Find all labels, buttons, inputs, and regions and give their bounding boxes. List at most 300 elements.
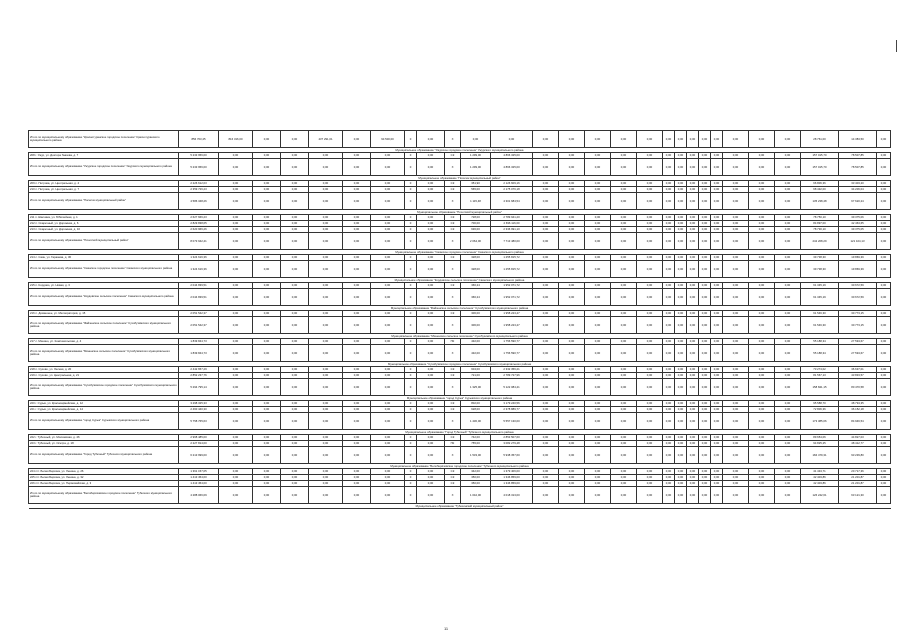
value-cell: 1 115,48 xyxy=(461,193,491,210)
value-cell: 0,00 xyxy=(711,159,723,176)
value-cell: 84 897,00 xyxy=(801,221,839,227)
value-cell: 0,00 xyxy=(309,441,343,447)
value-cell: 84 946,54 xyxy=(839,413,877,430)
value-cell: 0,00 xyxy=(699,221,711,227)
section-title: Муниципальное образование "Почетский муниципальный район" xyxy=(29,210,891,215)
value-cell: 0,00 xyxy=(749,187,775,193)
value-cell: 0,00 xyxy=(663,413,675,430)
value-cell: 0,00 xyxy=(877,255,891,261)
value-cell: 0,00 xyxy=(417,345,445,362)
value-cell: 0 xyxy=(405,367,417,373)
value-cell: 0,00 xyxy=(749,181,775,187)
value-cell: 0 xyxy=(405,469,417,475)
value-cell: 0,00 xyxy=(611,221,637,227)
value-cell: 0,00 xyxy=(687,233,699,250)
value-cell: 1 255 815,72 xyxy=(491,255,533,261)
value-cell: 0,00 xyxy=(281,221,309,227)
value-cell: 0,00 xyxy=(749,289,775,306)
value-cell: 0,00 xyxy=(711,435,723,441)
value-cell: 0,00 xyxy=(687,215,699,221)
value-cell: 0,00 xyxy=(585,317,611,334)
value-cell: 0 xyxy=(405,221,417,227)
value-cell: 0 xyxy=(405,317,417,334)
value-cell: 0,00 xyxy=(281,435,309,441)
value-cell: 0,00 xyxy=(637,233,663,250)
value-cell: 0,00 xyxy=(253,441,281,447)
value-cell: 1 952 071,72 xyxy=(491,283,533,289)
value-cell: 0,00 xyxy=(281,255,309,261)
value-cell: 0 xyxy=(405,373,417,379)
value-cell: ПК xyxy=(445,441,461,447)
value-cell: 0,00 xyxy=(559,435,585,441)
subtotal-row xyxy=(29,193,891,210)
value-cell: 0,00 xyxy=(559,367,585,373)
value-cell: 0,00 xyxy=(687,379,699,396)
value-cell: 0,00 xyxy=(343,193,371,210)
value-cell: 19 869,39 xyxy=(839,255,877,261)
value-cell: 0,00 xyxy=(417,227,445,233)
value-cell: 0,00 xyxy=(723,413,749,430)
value-cell: 0,00 xyxy=(637,215,663,221)
value-cell: 0,00 xyxy=(637,255,663,261)
value-cell: 802,00 xyxy=(461,401,491,407)
value-cell: 42 403,86 xyxy=(801,481,839,487)
value-cell: 1 756 590,77 xyxy=(491,339,533,345)
value-cell: 0,00 xyxy=(687,221,699,227)
value-cell: 0,00 xyxy=(723,221,749,227)
value-cell: 0,00 xyxy=(775,255,801,261)
value-cell: 0,00 xyxy=(699,487,711,504)
row-label-cell: 225 пгт. Белая Берёзка, ул. Ленина, д. 32 xyxy=(29,475,179,481)
value-cell: 0,00 xyxy=(343,413,371,430)
value-cell: 0,00 xyxy=(637,367,663,373)
value-cell: 636,00 xyxy=(461,227,491,233)
value-cell: 0,00 xyxy=(663,283,675,289)
value-cell: 0,00 xyxy=(749,413,775,430)
value-cell: 0,00 xyxy=(637,289,663,306)
value-cell: 0,00 xyxy=(637,373,663,379)
value-cell: 0,00 xyxy=(343,215,371,221)
value-cell: 30 672,59 xyxy=(839,283,877,289)
value-cell: 0,00 xyxy=(219,233,253,250)
subtotal-row xyxy=(29,261,891,278)
value-cell: 0,00 xyxy=(309,317,343,334)
value-cell: 0,00 xyxy=(637,401,663,407)
value-cell: 48 412,77 xyxy=(839,441,877,447)
value-cell: 0,00 xyxy=(711,407,723,413)
value-cell: 0,00 xyxy=(585,215,611,221)
value-cell: 0,00 xyxy=(663,487,675,504)
value-cell: 1 346 859,00 xyxy=(491,475,533,481)
value-cell: 4 301 684,54 xyxy=(491,193,533,210)
value-cell: 0,00 xyxy=(253,255,281,261)
value-cell: 0,00 xyxy=(371,215,405,221)
value-cell: 0,00 xyxy=(749,255,775,261)
value-cell: 0,00 xyxy=(663,153,675,159)
value-cell: 0,00 xyxy=(663,475,675,481)
value-cell: 0,00 xyxy=(371,441,405,447)
value-cell: 0,00 xyxy=(687,413,699,430)
value-cell: 0,00 xyxy=(219,289,253,306)
value-cell: 0,00 xyxy=(309,379,343,396)
page-number: 11 xyxy=(444,626,449,631)
value-cell: 0,00 xyxy=(687,187,699,193)
value-cell: 0,00 xyxy=(749,469,775,475)
value-cell: 0,00 xyxy=(585,481,611,487)
value-cell: 158 841,15 xyxy=(801,379,839,396)
value-cell: 0,00 xyxy=(533,339,559,345)
value-cell: 0,00 xyxy=(877,401,891,407)
value-cell: 0,00 xyxy=(585,373,611,379)
value-cell: 0,00 xyxy=(417,475,445,481)
value-cell: 0,00 xyxy=(417,469,445,475)
value-cell: 0 xyxy=(405,481,417,487)
value-cell: 0,00 xyxy=(663,215,675,221)
value-cell: 350,00 xyxy=(461,481,491,487)
value-cell: 0,00 xyxy=(711,401,723,407)
value-cell: 0,00 xyxy=(687,261,699,278)
value-cell: 0,00 xyxy=(611,469,637,475)
value-cell: 0,00 xyxy=(775,367,801,373)
value-cell: 0,00 xyxy=(775,447,801,464)
value-cell: 0,00 xyxy=(675,159,687,176)
value-cell: 0,00 xyxy=(281,413,309,430)
value-cell: 0,00 xyxy=(371,413,405,430)
value-cell: 0,00 xyxy=(877,131,891,148)
value-cell: 0,00 xyxy=(775,227,801,233)
row-label-cell: 209 п. Петрова, ул. Центральная, д. 4 xyxy=(29,181,179,187)
value-cell: 157 015,70 xyxy=(801,159,839,176)
value-cell: СК xyxy=(445,367,461,373)
value-cell: 0 xyxy=(405,153,417,159)
value-cell: 2 460 440,30 xyxy=(179,407,219,413)
value-cell: 0,00 xyxy=(663,227,675,233)
value-cell: 0,00 xyxy=(371,339,405,345)
value-cell: 0,00 xyxy=(711,481,723,487)
value-cell: 89 654,06 xyxy=(801,435,839,441)
value-cell: 41 434,71 xyxy=(801,469,839,475)
value-cell: 0,00 xyxy=(699,227,711,233)
value-cell: 1 413 454,00 xyxy=(179,481,219,487)
value-cell: 0,00 xyxy=(559,407,585,413)
value-cell: 34 206,04 xyxy=(839,187,877,193)
value-cell: 3 082 279,48 xyxy=(491,441,533,447)
value-cell: 0,00 xyxy=(699,345,711,362)
value-cell: 0 xyxy=(405,283,417,289)
value-cell: 39 375,05 xyxy=(839,227,877,233)
value-cell: 0,00 xyxy=(219,435,253,441)
value-cell: 0,00 xyxy=(559,475,585,481)
value-cell: 0,00 xyxy=(663,233,675,250)
value-cell: 0,00 xyxy=(675,215,687,221)
value-cell: 0,00 xyxy=(371,159,405,176)
value-cell: 0,00 xyxy=(877,193,891,210)
value-cell: 1 324 616,36 xyxy=(179,255,219,261)
value-cell: 0,00 xyxy=(637,159,663,176)
value-cell: 0,00 xyxy=(687,159,699,176)
value-cell: 0 xyxy=(405,339,417,345)
value-cell: 0,00 xyxy=(533,255,559,261)
value-cell: 0,00 xyxy=(281,311,309,317)
value-cell: 0,00 xyxy=(417,233,445,250)
value-cell: 0,00 xyxy=(711,233,723,250)
scan-edge-mark xyxy=(896,40,897,52)
subtotal-row xyxy=(29,131,891,148)
value-cell: 1 839 844,73 xyxy=(179,345,219,362)
value-cell: 0,00 xyxy=(417,435,445,441)
value-cell: 28 761,00 xyxy=(801,131,839,148)
value-cell: 437 291,01 xyxy=(309,131,343,148)
value-cell: 0,00 xyxy=(749,345,775,362)
value-cell: 0,00 xyxy=(533,475,559,481)
value-cell: 0,00 xyxy=(775,339,801,345)
value-cell: 0,00 xyxy=(219,221,253,227)
value-cell: 0,00 xyxy=(253,317,281,334)
value-cell: 0,00 xyxy=(877,413,891,430)
value-cell: 135 238,48 xyxy=(801,193,839,210)
value-cell: 0,00 xyxy=(309,413,343,430)
value-cell: 0,00 xyxy=(417,401,445,407)
value-cell: 0,00 xyxy=(749,215,775,221)
value-cell: 0,00 xyxy=(417,379,445,396)
value-cell: 0,00 xyxy=(343,283,371,289)
value-cell: 0,00 xyxy=(711,289,723,306)
value-cell: 0,00 xyxy=(417,487,445,504)
value-cell: 0,00 xyxy=(343,373,371,379)
value-cell: 0,00 xyxy=(343,187,371,193)
value-cell: 0,00 xyxy=(253,131,281,148)
value-cell: 0,00 xyxy=(675,475,687,481)
value-cell: 0 xyxy=(405,193,417,210)
value-cell: 1 325,00 xyxy=(461,379,491,396)
value-cell: 0,00 xyxy=(533,317,559,334)
value-cell: 0,00 xyxy=(877,367,891,373)
value-cell: 0,00 xyxy=(281,475,309,481)
value-cell: 0,00 xyxy=(585,181,611,187)
row-label-cell: Итого по муниципальному образованию "Ужурское городское поселение" Ужурского муниципального района xyxy=(29,159,179,176)
value-cell: 0,00 xyxy=(711,221,723,227)
value-cell: 94 500,00 xyxy=(371,131,405,148)
value-cell: 2 175 076,18 xyxy=(491,187,533,193)
value-cell: 63 121,30 xyxy=(839,487,877,504)
value-cell: 0,00 xyxy=(417,215,445,221)
value-cell: 0,00 xyxy=(637,261,663,278)
value-cell: 0,00 xyxy=(637,187,663,193)
value-cell: СК xyxy=(445,283,461,289)
value-cell: 0,00 xyxy=(417,159,445,176)
value-cell: 0 xyxy=(405,447,417,464)
value-cell: 432,00 xyxy=(461,339,491,345)
value-cell: 0,00 xyxy=(309,187,343,193)
value-cell: 0,00 xyxy=(417,187,445,193)
value-cell: 0,00 xyxy=(371,373,405,379)
value-cell: 0,00 xyxy=(663,345,675,362)
value-cell: 0,00 xyxy=(533,447,559,464)
value-cell: 0,00 xyxy=(559,379,585,396)
value-cell: 0,00 xyxy=(417,317,445,334)
value-cell: 0,00 xyxy=(687,367,699,373)
value-cell: 39 738,30 xyxy=(801,255,839,261)
value-cell: 0,00 xyxy=(699,181,711,187)
value-cell: 78 507,85 xyxy=(839,159,877,176)
value-cell: 0,00 xyxy=(675,487,687,504)
section-title: Муниципальное образование "Город Тубечный" Тубечного муниципального района xyxy=(29,430,891,435)
value-cell: 2 051 542,37 xyxy=(179,311,219,317)
value-cell: 5 294 795,14 xyxy=(179,379,219,396)
row-label-cell: Итого по муниципальному образованию "Файзенское сельское поселение" Сухобузимского муниципального района xyxy=(29,317,179,334)
value-cell: СК xyxy=(445,227,461,233)
value-cell: 0,00 xyxy=(775,215,801,221)
value-cell: 0,00 xyxy=(611,227,637,233)
value-cell: 0,00 xyxy=(775,131,801,148)
value-cell: 0,00 xyxy=(699,233,711,250)
value-cell: 0,00 xyxy=(309,435,343,441)
value-cell: 0,00 xyxy=(559,233,585,250)
value-cell: 0,00 xyxy=(533,311,559,317)
value-cell: 0,00 xyxy=(723,317,749,334)
value-cell: 0,00 xyxy=(533,159,559,176)
value-cell: 0,00 xyxy=(775,261,801,278)
value-cell: 0,00 xyxy=(585,131,611,148)
value-cell: 0,00 xyxy=(611,435,637,441)
value-cell: 33 403,20 xyxy=(839,181,877,187)
value-cell: 0,00 xyxy=(723,255,749,261)
value-cell: 0,00 xyxy=(663,407,675,413)
value-cell: 0,00 xyxy=(253,373,281,379)
value-cell: 0,00 xyxy=(749,487,775,504)
value-cell: 0,00 xyxy=(749,227,775,233)
value-cell: 0,00 xyxy=(371,311,405,317)
value-cell: 0,00 xyxy=(253,153,281,159)
value-cell: 0,00 xyxy=(877,379,891,396)
value-cell: 0,00 xyxy=(687,481,699,487)
value-cell: 0,00 xyxy=(533,487,559,504)
value-cell: 0 xyxy=(405,475,417,481)
value-cell: 0,00 xyxy=(711,339,723,345)
value-cell: 0,00 xyxy=(723,153,749,159)
row-label-cell: Итого по муниципальному образованию "город Сурык" Сурыкского муниципального района xyxy=(29,413,179,430)
value-cell: 0,00 xyxy=(585,289,611,306)
value-cell: 0,00 xyxy=(253,401,281,407)
value-cell: 0,00 xyxy=(663,289,675,306)
value-cell: 0,00 xyxy=(371,367,405,373)
value-cell: 0,00 xyxy=(775,407,801,413)
value-cell: 0,00 xyxy=(687,447,699,464)
value-cell: 0,00 xyxy=(343,401,371,407)
value-cell: 0,00 xyxy=(533,187,559,193)
value-cell: 0,00 xyxy=(559,153,585,159)
value-cell: СК xyxy=(445,255,461,261)
value-cell: 0,00 xyxy=(559,289,585,306)
value-cell: 0,00 xyxy=(675,187,687,193)
value-cell: 0,00 xyxy=(675,379,687,396)
value-cell: 0,00 xyxy=(663,339,675,345)
value-cell: 0,00 xyxy=(219,367,253,373)
value-cell: 0,00 xyxy=(281,481,309,487)
value-cell: 0,00 xyxy=(611,153,637,159)
value-cell: X xyxy=(445,447,461,464)
value-cell: 0,00 xyxy=(687,255,699,261)
value-cell: 126 242,61 xyxy=(801,487,839,504)
row-label-cell: 212 п. Скаречный, ул. Дорожная, д. 6 xyxy=(29,221,179,227)
value-cell: 0,00 xyxy=(775,413,801,430)
value-cell: 0,00 xyxy=(343,339,371,345)
value-cell: СК xyxy=(445,435,461,441)
value-cell: 0,00 xyxy=(281,131,309,148)
value-cell: 2 359 726,23 xyxy=(179,187,219,193)
value-cell: 0,00 xyxy=(749,153,775,159)
value-cell: 0,00 xyxy=(281,317,309,334)
value-cell: 0,00 xyxy=(559,131,585,148)
value-cell: 0,00 xyxy=(253,283,281,289)
value-cell: 0,00 xyxy=(417,255,445,261)
value-cell: 0,00 xyxy=(675,447,687,464)
value-cell: 0,00 xyxy=(877,227,891,233)
value-cell: 95 588,70 xyxy=(801,401,839,407)
value-cell: 0,00 xyxy=(219,283,253,289)
value-cell: 0,00 xyxy=(343,181,371,187)
row-label-cell: 217 с. Минино, ул. Комсомольская, д. 4 xyxy=(29,339,179,345)
value-cell: 0,00 xyxy=(749,131,775,148)
value-cell: 0,00 xyxy=(637,487,663,504)
value-cell: 0,00 xyxy=(611,401,637,407)
value-cell: 0,00 xyxy=(611,441,637,447)
value-cell: 0,00 xyxy=(533,233,559,250)
value-cell: 0,00 xyxy=(309,283,343,289)
value-cell: 0,00 xyxy=(253,311,281,317)
value-cell: 0,00 xyxy=(663,193,675,210)
value-cell: 755,00 xyxy=(461,441,491,447)
value-cell: 0,00 xyxy=(533,283,559,289)
value-cell: СК xyxy=(445,311,461,317)
value-cell: 0,00 xyxy=(637,221,663,227)
value-cell: 0,00 xyxy=(711,345,723,362)
value-cell: 0,00 xyxy=(611,233,637,250)
value-cell: 0,00 xyxy=(417,131,445,148)
value-cell: 342,00 xyxy=(461,469,491,475)
value-cell: 5 122 084,41 xyxy=(491,379,533,396)
value-cell: 1 324 616,36 xyxy=(179,261,219,278)
value-cell: X xyxy=(445,233,461,250)
row-label-cell: 226 пгт. Белая Берёзка, ул. Первомайская, д. 3 xyxy=(29,481,179,487)
value-cell: 5 233 956,00 xyxy=(179,159,219,176)
value-cell: 0,00 xyxy=(877,289,891,306)
value-cell: 2 126 609,16 xyxy=(491,181,533,187)
value-cell: 0,00 xyxy=(417,153,445,159)
value-cell: 0,00 xyxy=(309,339,343,345)
value-cell: 94 825,25 xyxy=(801,441,839,447)
value-cell: 0,00 xyxy=(343,441,371,447)
value-cell: 0,00 xyxy=(343,311,371,317)
value-cell: 0,00 xyxy=(723,233,749,250)
value-cell: СК xyxy=(445,401,461,407)
value-cell: 0,00 xyxy=(533,261,559,278)
value-cell: 0,00 xyxy=(723,215,749,221)
value-cell: 2 627 666,23 xyxy=(179,215,219,221)
value-cell: 0,00 xyxy=(585,447,611,464)
value-cell: 0,00 xyxy=(611,317,637,334)
value-cell: 0,00 xyxy=(749,233,775,250)
value-cell: 0,00 xyxy=(711,367,723,373)
value-cell: 0,00 xyxy=(219,311,253,317)
value-cell: 0,00 xyxy=(417,413,445,430)
value-cell: 3 298 325,33 xyxy=(179,401,219,407)
value-cell: 0 xyxy=(405,227,417,233)
value-cell: 0,00 xyxy=(675,193,687,210)
value-cell: 0,00 xyxy=(775,289,801,306)
value-cell: 1 952 071,72 xyxy=(491,289,533,306)
row-label-cell: 218 п. Сухово, ул. Лесная, д. 20 xyxy=(29,367,179,373)
